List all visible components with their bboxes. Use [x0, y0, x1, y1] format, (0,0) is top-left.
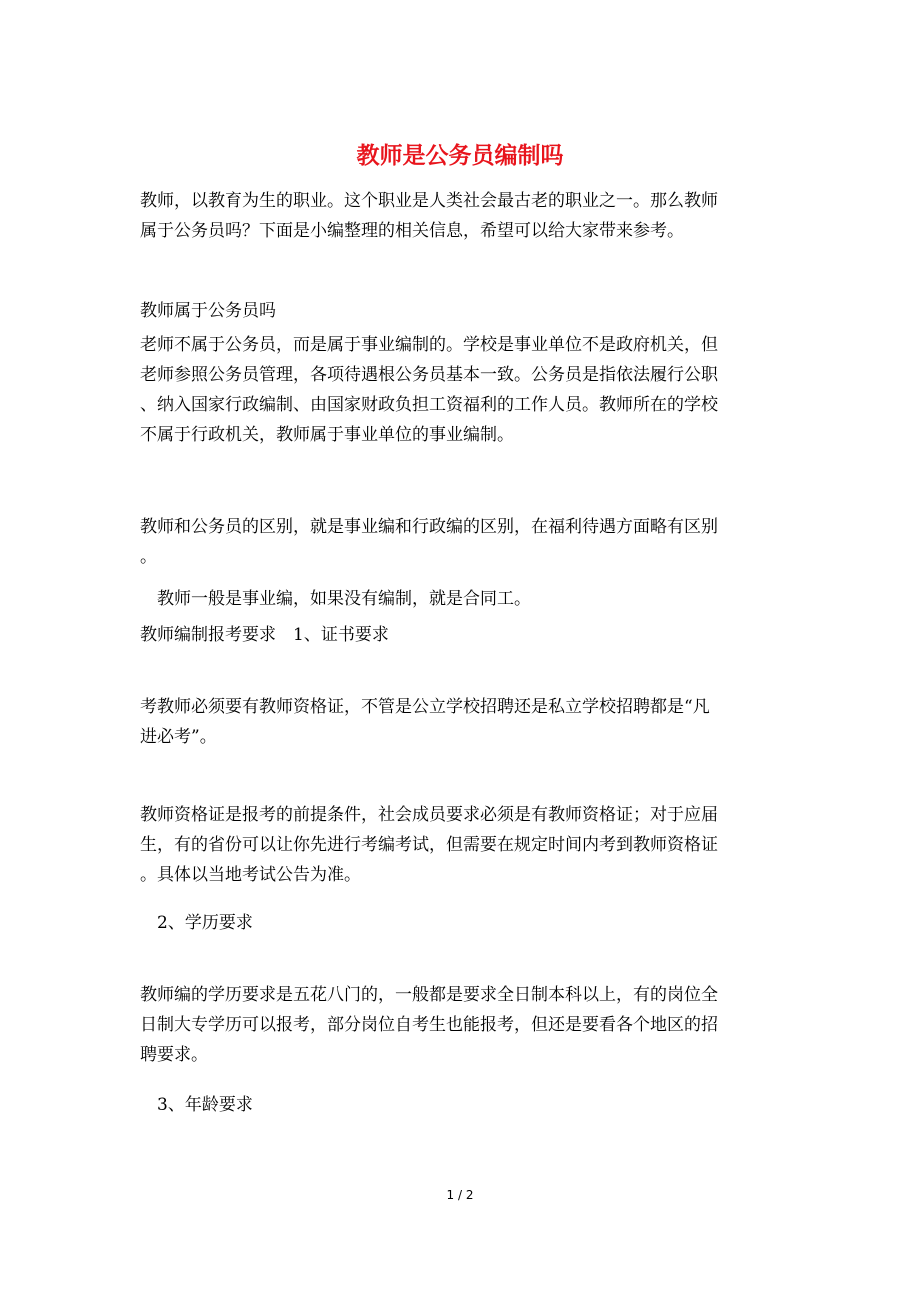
- section-heading: [140, 908, 780, 938]
- section-heading: [140, 296, 780, 326]
- text-line: 教师属于公务员吗: [140, 301, 276, 321]
- paragraph-body: [140, 980, 780, 1070]
- text-line: 生，有的省份可以让你先进行考编考试，但需要在规定时间内考到教师资格证: [140, 835, 718, 855]
- text-line: 考教师必须要有教师资格证，不管是公立学校招聘还是私立学校招聘都是“凡: [140, 697, 710, 717]
- paragraph-body: [140, 330, 780, 450]
- text-line: 3、年龄要求: [140, 1095, 253, 1115]
- text-line: 日制大专学历可以报考，部分岗位自考生也能报考，但还是要看各个地区的招: [140, 1015, 718, 1035]
- text-line: 属于公务员吗？下面是小编整理的相关信息，希望可以给大家带来参考。: [140, 221, 684, 241]
- document-title: 教师是公务员编制吗: [356, 143, 564, 169]
- text-line: 。具体以当地考试公告为准。: [140, 865, 361, 885]
- paragraph-intro: [140, 186, 780, 246]
- paragraph-body: [140, 692, 780, 752]
- paragraph-body: [140, 584, 780, 614]
- text-line: 教师一般是事业编，如果没有编制，就是合同工。: [140, 589, 531, 609]
- text-line: 不属于行政机关，教师属于事业单位的事业编制。: [140, 425, 514, 445]
- text-line: 老师参照公务员管理，各项待遇根公务员基本一致。公务员是指依法履行公职: [140, 365, 718, 385]
- page-number: 1 / 2: [446, 1188, 474, 1202]
- section-heading: [140, 620, 780, 650]
- text-line: 2、学历要求: [140, 913, 253, 933]
- text-line: 教师编制报考要求 1、证书要求: [140, 625, 389, 645]
- text-line: 教师编的学历要求是五花八门的，一般都是要求全日制本科以上，有的岗位全: [140, 985, 718, 1005]
- text-line: 进必考”。: [140, 727, 217, 747]
- text-line: 教师，以教育为生的职业。这个职业是人类社会最古老的职业之一。那么教师: [140, 191, 718, 211]
- paragraph-body: [140, 800, 780, 890]
- section-heading: [140, 1090, 780, 1120]
- text-line: 、纳入国家行政编制、由国家财政负担工资福利的工作人员。教师所在的学校: [140, 395, 718, 415]
- text-line: 老师不属于公务员，而是属于事业编制的。学校是事业单位不是政府机关，但: [140, 335, 718, 355]
- text-line: 聘要求。: [140, 1045, 208, 1065]
- text-line: 教师和公务员的区别，就是事业编和行政编的区别，在福利待遇方面略有区别: [140, 517, 718, 537]
- text-line: 。: [140, 547, 157, 567]
- text-line: 教师资格证是报考的前提条件，社会成员要求必须是有教师资格证；对于应届: [140, 805, 718, 825]
- paragraph-body: [140, 512, 780, 572]
